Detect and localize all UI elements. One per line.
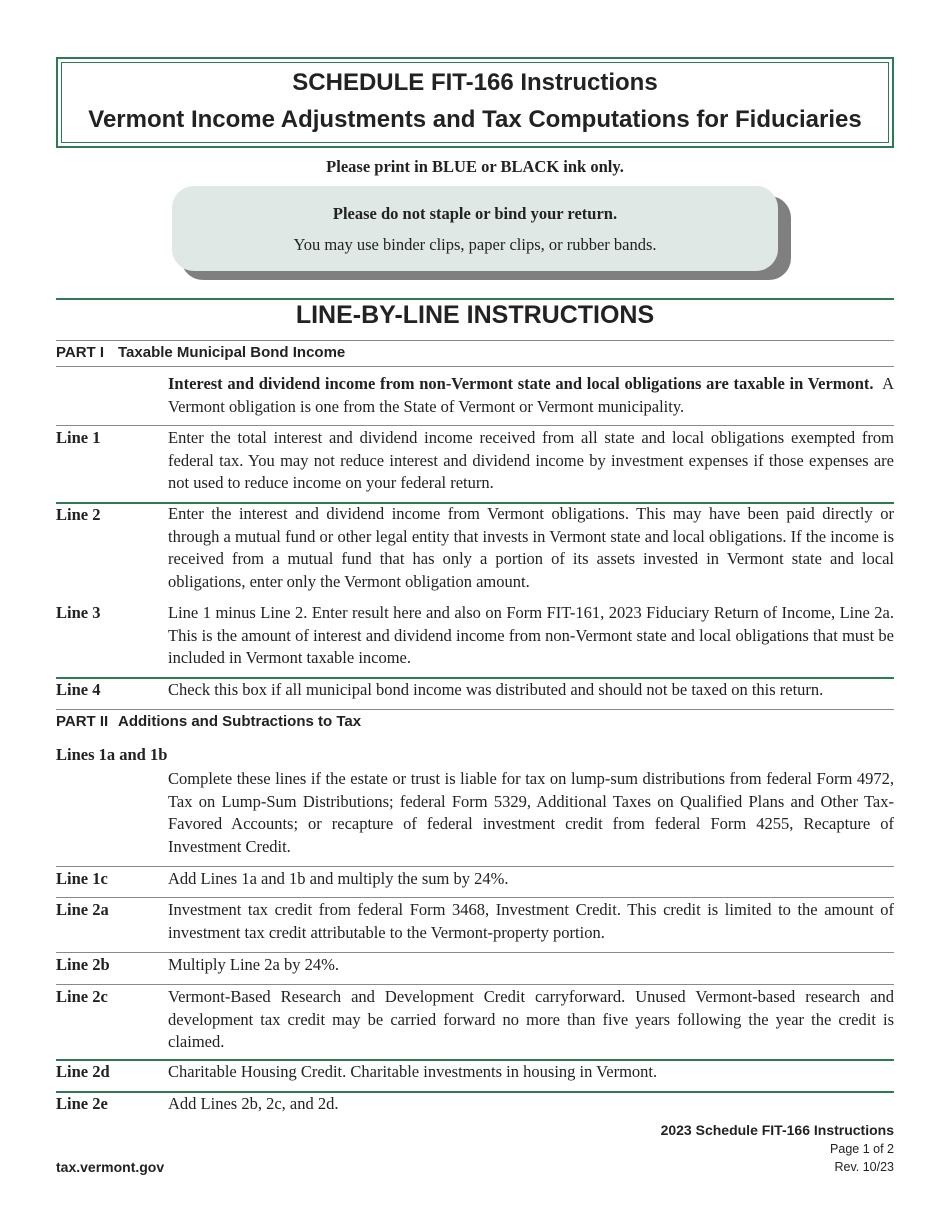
title-box — [56, 57, 894, 148]
line-text: Complete these lines if the estate or trust is liable for tax on lump-sum distributions from federal Form 4972, Tax on Lump-Sum Distributions; federal Form 5329, Additional Taxes on Qualified Plans and Other Tax-Favored Accounts; or recapture of federal investment credit from federal Form 4255, Recapture of Investment Credit. — [168, 769, 894, 856]
part1-intro — [168, 373, 894, 418]
line-label: Line 1c — [56, 869, 108, 888]
footer-page-number: Page 1 of 2 — [830, 1142, 894, 1156]
divider — [56, 366, 894, 367]
page-title: SCHEDULE FIT-166 Instructions — [292, 69, 658, 96]
line-text: Multiply Line 2a by 24%. — [168, 955, 339, 974]
line-text: Vermont-Based Research and Development Credit carryforward. Unused Vermont-based research and development tax credit may be carried forward no more than five years following the year the credit is claimed. — [168, 987, 894, 1051]
section-heading: LINE-BY-LINE INSTRUCTIONS — [295, 301, 655, 329]
staple-notice-heading: Please do not staple or bind your return. — [332, 204, 618, 223]
line-text: Enter the interest and dividend income from Vermont obligations. This may have been paid directly or through a mutual fund or other legal entity that invests in Vermont state and local obligations. If the income is received from a mutual fund that has only a portion of its assets invested in Vermont state and local obligations, enter only the Vermont obligation amount. — [168, 504, 894, 591]
part1-intro-bold: Interest and dividend income from non-Vermont state and local obligations are taxable in Vermont. — [168, 374, 874, 393]
divider — [56, 897, 894, 898]
line-text: Enter the total interest and dividend income received from all state and local obligations exempted from federal tax. You may not reduce interest and dividend income by investment expenses if those expenses are not used to reduce income on your federal return. — [168, 428, 894, 492]
line-label: Lines 1a and 1b — [56, 745, 168, 764]
line-label: Line 2a — [56, 900, 109, 919]
line-label: Line 2 — [56, 505, 101, 524]
line-text: Check this box if all municipal bond income was distributed and should not be taxed on this return. — [168, 680, 824, 699]
part2-heading — [56, 713, 361, 730]
line-label: Line 2b — [56, 955, 110, 974]
line-label: Line 4 — [56, 680, 101, 699]
divider — [56, 709, 894, 710]
part2-number: PART II — [56, 713, 109, 730]
line-text: Add Lines 1a and 1b and multiply the sum by 24%. — [168, 869, 509, 888]
line-label: Line 2e — [56, 1094, 108, 1113]
footer-form-title: 2023 Schedule FIT-166 Instructions — [660, 1122, 894, 1138]
divider — [56, 952, 894, 953]
divider — [56, 425, 894, 426]
footer-revision: Rev. 10/23 — [834, 1160, 894, 1174]
footer-website-link[interactable]: tax.vermont.gov — [56, 1159, 165, 1175]
line-label: Line 1 — [56, 428, 101, 447]
divider — [56, 866, 894, 867]
line-text: Add Lines 2b, 2c, and 2d. — [168, 1094, 339, 1113]
part2-title: Additions and Subtractions to Tax — [118, 713, 362, 730]
divider — [56, 340, 894, 341]
line-text: Investment tax credit from federal Form 3468, Investment Credit. This credit is limited to the amount of investment tax credit attributable to the Vermont-property portion. — [168, 900, 894, 942]
part1-title: Taxable Municipal Bond Income — [118, 344, 346, 361]
line-label: Line 2c — [56, 987, 108, 1006]
staple-notice-text: You may use binder clips, paper clips, or rubber bands. — [293, 235, 657, 254]
ink-notice: Please print in BLUE or BLACK ink only. — [326, 157, 624, 176]
line-text: Charitable Housing Credit. Charitable investments in housing in Vermont. — [168, 1062, 658, 1081]
part1-heading — [56, 344, 345, 361]
section-divider — [56, 298, 894, 300]
divider — [56, 984, 894, 985]
line-label: Line 2d — [56, 1062, 110, 1081]
line-label: Line 3 — [56, 603, 101, 622]
part1-number: PART I — [56, 344, 105, 361]
part1-intro-rest: A Vermont obligation is one from the State of Vermont or Vermont municipality. — [168, 374, 894, 416]
page-subtitle: Vermont Income Adjustments and Tax Computations for Fiduciaries — [88, 106, 862, 133]
line-text: Line 1 minus Line 2. Enter result here and also on Form FIT-161, 2023 Fiduciary Return of Income, Line 2a. This is the amount of interest and dividend income from non-Vermont state and local obligations that must be included in Vermont taxable income. — [168, 603, 894, 667]
staple-notice-box — [172, 186, 778, 271]
